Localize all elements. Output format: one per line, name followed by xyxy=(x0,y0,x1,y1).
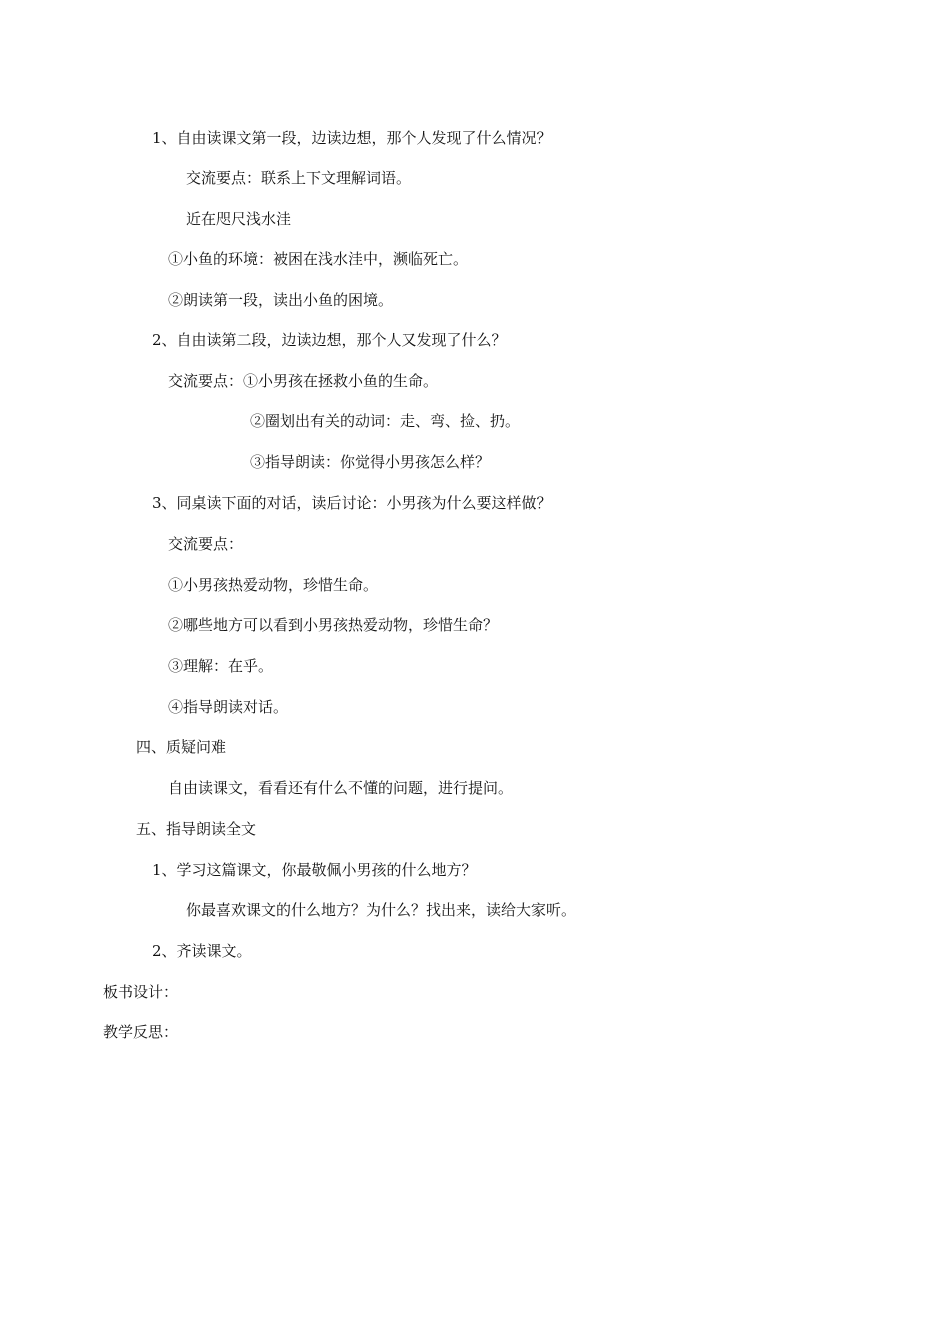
step-3-question: 3、同桌读下面的对话，读后讨论：小男孩为什么要这样做？ xyxy=(152,494,552,512)
step-2-point-c: ③指导朗读：你觉得小男孩怎么样？ xyxy=(250,453,491,471)
step-2-discussion-point: 交流要点：①小男孩在拯救小鱼的生命。 xyxy=(168,372,439,390)
step-3-point-d: ④指导朗读对话。 xyxy=(168,698,289,716)
step-2-point-b: ②圈划出有关的动词：走、弯、捡、扔。 xyxy=(250,412,521,430)
section-5-item-1-followup: 你最喜欢课文的什么地方？为什么？找出来，读给大家听。 xyxy=(186,901,577,919)
section-4-heading: 四、质疑问难 xyxy=(136,738,227,756)
board-design-label: 板书设计： xyxy=(103,983,179,1001)
step-3-point-a: ①小男孩热爱动物，珍惜生命。 xyxy=(168,576,379,594)
step-1-point-a: ①小鱼的环境：被困在浅水洼中，濒临死亡。 xyxy=(168,250,469,268)
step-3-point-c: ③理解：在乎。 xyxy=(168,657,274,675)
teaching-reflection-label: 教学反思： xyxy=(103,1023,179,1041)
section-5-item-2: 2、齐读课文。 xyxy=(152,942,252,960)
section-5-item-1: 1、学习这篇课文，你最敬佩小男孩的什么地方？ xyxy=(152,861,477,879)
section-5-heading: 五、指导朗读全文 xyxy=(136,820,257,838)
step-1-point-b: ②朗读第一段，读出小鱼的困境。 xyxy=(168,291,394,309)
step-1-discussion-point: 交流要点：联系上下文理解词语。 xyxy=(186,169,412,187)
section-4-body: 自由读课文，看看还有什么不懂的问题，进行提问。 xyxy=(168,779,514,797)
step-1-question: 1、自由读课文第一段，边读边想，那个人发现了什么情况？ xyxy=(152,129,552,147)
step-2-question: 2、自由读第二段，边读边想，那个人又发现了什么？ xyxy=(152,331,507,349)
step-1-vocabulary: 近在咫尺浅水洼 xyxy=(186,210,292,228)
step-3-discussion-label: 交流要点： xyxy=(168,535,244,553)
step-3-point-b: ②哪些地方可以看到小男孩热爱动物，珍惜生命？ xyxy=(168,616,499,634)
